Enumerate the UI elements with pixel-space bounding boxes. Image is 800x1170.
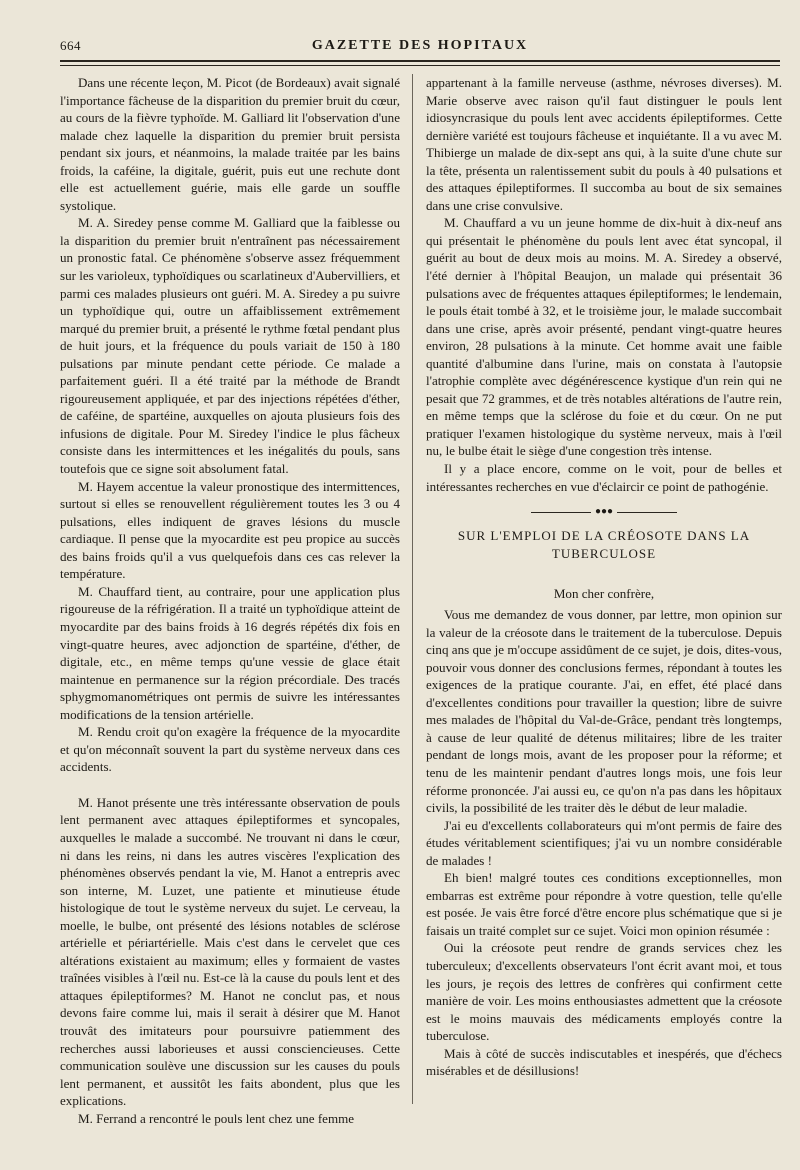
paragraph-chauffard: M. Chauffard tient, au contraire, pour une application plus rigoureuse de la réfrigération. Il a traité un typhoïdique atteint de myocardite par des bains froids à 16 degrés répétés dix fois en vingt-quatre heures, avec adjonction de spartéine, d'éther, de digitale, etc., en même temps qu'une vessie de glace était maintenue en permanence sur la région précordiale. Des tracés sphygmomanométriques ont permis de suivre les intéressantes modifications de la tension artérielle. <box>60 583 400 722</box>
column-divider <box>412 74 413 1104</box>
paragraph-hayem: M. Hayem accentue la valeur pronostique des intermittences, surtout si elles se renouvellent régulièrement toutes les 3 ou 4 pulsations, elles indiquent de graves lésions du muscle cardiaque. Il pense que la myocardite est peu propice au succès des bains froids qu'il a vus quelquefois dans ces cas relever la température. <box>60 478 400 582</box>
letter-paragraph: J'ai eu d'excellents collaborateurs qui m'ont permis de faire des études véritablement scientifiques; j'ai vu un nombre considérable de malades ! <box>426 817 782 868</box>
paragraph-continuation: appartenant à la famille nerveuse (asthme, névroses diverses). M. Marie observe avec raison qu'il faut distinguer le pouls lent idiosyncrasique du pouls lent avec accidents épileptiformes. Cette dernière variété est toujours fâcheuse et inquiétante. Il a vu avec M. Thibierge un malade de dix-sept ans qui, à la suite d'une chute sur la tête, présenta un ralentissement subit du pouls à 40 pulsations et des attaques épileptiformes. Il succomba au bout de six semaines dans une crise convulsive. <box>426 75 782 213</box>
section-gap <box>60 776 400 794</box>
paragraph-rendu: M. Rendu croit qu'on exagère la fréquence de la myocardite et qu'on méconnaît souvent la part du système nerveux dans ces accidents. <box>60 724 400 775</box>
right-column <box>426 74 782 1080</box>
paragraph-hanot: M. Hanot présente une très intéressante observation de pouls lent permanent avec attaques épileptiformes et syncopales, auxquelles le malade a succombé. Ne trouvant ni dans le cœur, ni dans les reins, ni dans les autres viscères l'explication des phénomènes observés pendant la vie, M. Hanot a entrepris avec son interne, M. Luzet, une patiente et minutieuse étude histologique de tout le système nerveux du sujet. Le cerveau, la moelle, le bulbe, ont présenté des lésions notables de sclérose artérielle et périartérielle. Mais c'est dans le cervelet que ces altérations existaient au maximum; elles y formaient de vastes traînées visibles à l'œil nu. Est-ce là la cause du pouls lent et des attaques épileptiformes? M. Hanot ne conclut pas, et nous devons faire comme lui, mais il serait à désirer que M. Hanot trouvât des imitateurs pour poursuivre patiemment des recherches aussi laborieuses et aussi consciencieuses. Cette communication soulève une discussion sur les causes du pouls lent permanent, et aussitôt les faits abondent, plus que les explications. <box>60 794 400 1109</box>
ornament-dots-icon: ●●● <box>594 506 614 518</box>
paragraph-picot-galliard: Dans une récente leçon, M. Picot (de Bordeaux) avait signalé l'importance fâcheuse de la disparition du premier bruit du cœur, au cours de la fièvre typhoïde. M. Galliard lit l'observation d'une malade chez laquelle la disparition du premier bruit persista pendant six jours, et néanmoins, la malade traitée par les bains froids, la caféine, la digitale, guérit, puis eut une rechute dont elle est actuellement guérie, mais elle garde un souffle systolique. <box>60 75 400 213</box>
paragraph-chauffard-siredey: M. Chauffard a vu un jeune homme de dix-huit à dix-neuf ans qui présentait le phénomène du pouls lent avec état syncopal, il guérit au bout de deux mois au moins. M. A. Siredey a observé, l'été dernier à l'hôpital Beaujon, un malade qui présentait 36 pulsations avec de fréquentes attaques épileptiformes; le lendemain, le pouls était tombé à 32, et le troisième jour, le malade succombait dans une crise, après avoir présenté, pendant vingt-quatre heures environ, 28 pulsations à la minute. Cet homme avait une faible quantité d'albumine dans l'urine, mais on constata à l'autopsie l'atrophie complète avec dégénérescence kystique d'un rein qui ne pesait que 72 grammes, et de très notables altérations de l'autre rein, en même temps que la sclérose du foie et du cœur. On ne put pratiquer l'examen histologique du système nerveux, mais à l'œil nu, le bulbe était le siège d'une congestion très intense. <box>426 215 782 459</box>
page-number: 664 <box>60 38 81 53</box>
paragraph-ferrand: M. Ferrand a rencontré le pouls lent chez une femme <box>78 1110 355 1126</box>
letter-paragraph: Eh bien! malgré toutes ces conditions exceptionnelles, mon embarras est extrême pour répondre à votre question, telle qu'elle est posée. Je vais être forcé d'être encore plus schématique que si je faisais un traité complet sur ce sujet. Voici mon opinion résumée : <box>426 870 782 938</box>
article-title: SUR L'EMPLOI DE LA CRÉOSOTE DANS LA TUBERCULOSE <box>457 528 751 561</box>
header-rule-thin <box>60 65 780 66</box>
letter-paragraph: Vous me demandez de vous donner, par lettre, mon opinion sur la valeur de la créosote dans le traitement de la tuberculose. Depuis cinq ans que je m'occupe assidûment de ce sujet, je dois, dites-vous, pouvoir vous donner des conclusions fermes, répondant à toutes les exigences de la pratique courante. J'ai, en effet, été placé dans d'excellentes conditions pour travailler la question; libre de suivre mes malades de l'hôpital du Val-de-Grâce, pendant très longtemps, à cause de leur qualité de détenus militaires; libre de les traiter pendant de longs mois, avant de les proposer pour la réforme; et tenu de les maintenir pendant d'autres longs mois, une fois leur réforme prononcée. J'ai aussi eu, ce qu'on n'a pas dans les hôpitaux civils, la possibilité de les traiter dès le début de leur maladie. <box>426 607 782 816</box>
letter-paragraph: Mais à côté de succès indiscutables et inespérés, que d'échecs misérables et de désillusions! <box>426 1045 782 1079</box>
running-title: GAZETTE DES HOPITAUX <box>311 38 529 53</box>
section-ornament <box>426 507 782 517</box>
letter-paragraph: Oui la créosote peut rendre de grands services chez les tuberculeux; d'excellents observateurs l'ont écrit avant moi, et tous les jours, je reçois des lettres de confrères qui confirment cette manière de voir. Les moins enthousiastes admettent que la créosote est le moins mauvais des médicaments employés contre la tuberculose. <box>426 940 782 1044</box>
page-header <box>60 34 780 58</box>
paragraph-conclusion: Il y a place encore, comme on le voit, pour de belles et intéressantes recherches en vue d'éclaircir ce point de pathogénie. <box>426 461 782 494</box>
header-rule-thick <box>60 60 780 62</box>
salutation: Mon cher confrère, <box>553 585 655 601</box>
left-column <box>60 74 400 1127</box>
paragraph-siredey: M. A. Siredey pense comme M. Galliard que la faiblesse ou la disparition du premier bruit n'entraînent pas nécessairement un pronostic fatal. Ce phénomène s'observe assez fréquemment sur les varioleux, typhoïdiques ou scarlatineux d'Aubervilliers, et parmi ces malades plusieurs ont guéri. M. A. Siredey a pu suivre un typhoïdique qui, outre un affaiblissement extrêmement marqué du premier bruit, a présenté le rythme fœtal pendant plus de huit jours, et la fréquence du pouls variait de 150 à 180 pulsations par minute pendant cette période. Ce malade a parfaitement guéri. Il a été traité par la méthode de Brandt rigoureusement appliquée, et par des injections répétées d'éther, de caféine, de spartéine, auxquelles on ajouta plusieurs fois des infusions de digitale. Pour M. Siredey l'indice le plus fâcheux consiste dans les intermittences et les inégalités du pouls, sans toutefois que ce signe soit absolument fatal. <box>60 215 400 477</box>
